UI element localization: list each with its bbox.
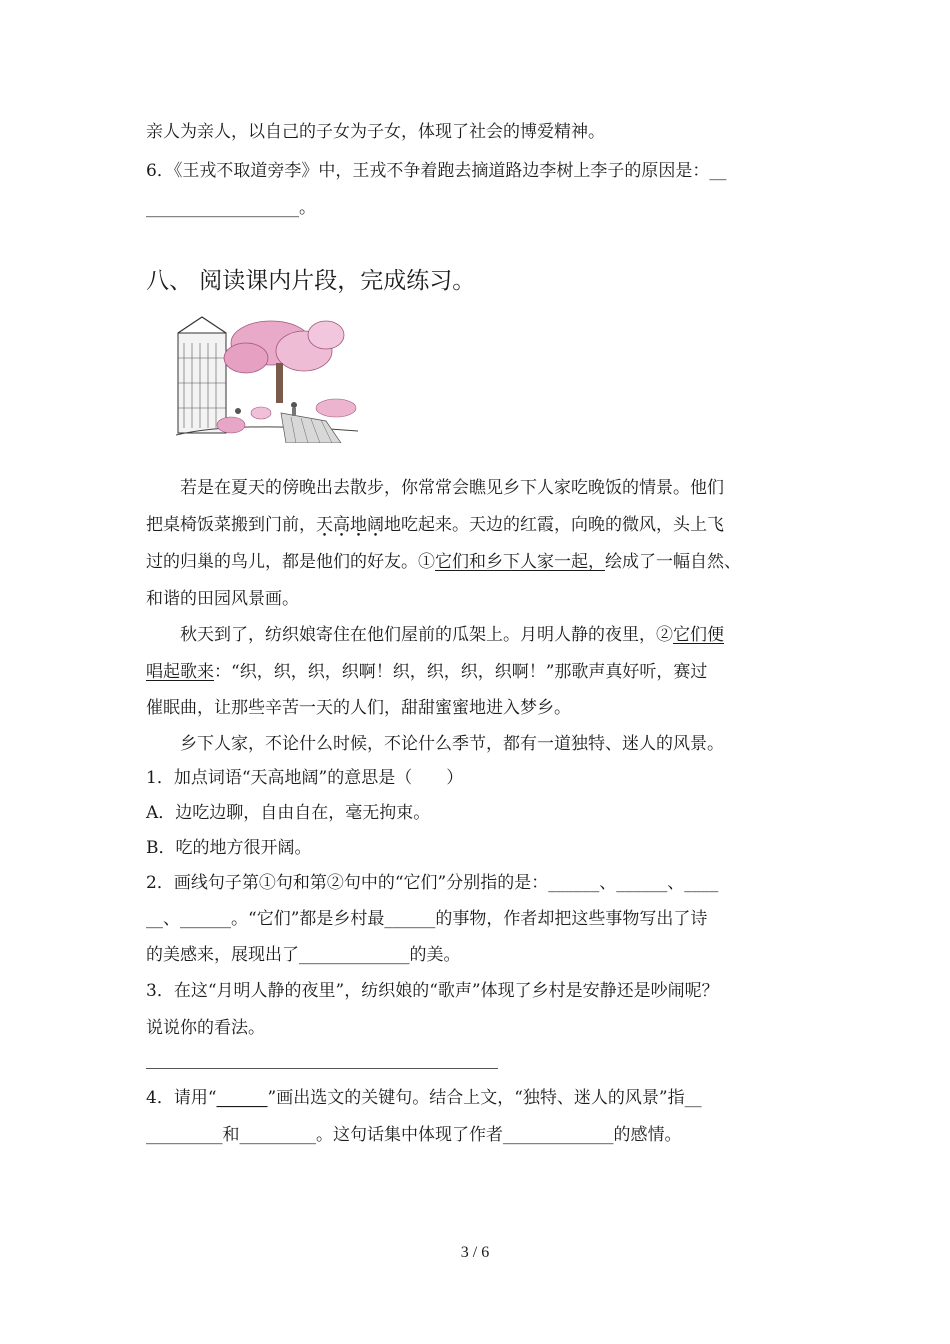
underlined-sentence-1: 它们和乡下人家一起， [435, 552, 605, 572]
question-1: 1．加点词语“天高地阔”的意思是（ ） [146, 768, 464, 788]
village-scene-illustration [176, 313, 358, 443]
underline-sample: ______ [216, 1088, 268, 1108]
dotted-char: 高 [333, 515, 350, 535]
dotted-char: 阔 [367, 515, 384, 535]
question-text: 4．请用“ [146, 1088, 217, 1108]
passage-p1-line-2 [146, 513, 724, 537]
question-6-line-2: __________________。 [146, 198, 316, 218]
passage-text: 过的归巢的鸟儿，都是他们的好友。① [146, 552, 435, 572]
dotted-char: 地 [350, 515, 367, 535]
passage-p1-line-4: 和谐的田园风景画。 [146, 589, 299, 609]
passage-text: 秋天到了，纺织娘寄住在他们屋前的瓜架上。月明人静的夜里，② [180, 625, 673, 645]
section-8-heading: 八、 阅读课内片段，完成练习。 [146, 268, 476, 294]
passage-p2-line-2 [146, 660, 707, 684]
passage-text: 把桌椅饭菜搬到门前， [146, 515, 316, 535]
page-number: 3 / 6 [460, 1244, 490, 1261]
question-2-line-2: __、______。“它们”都是乡村最______的事物，作者却把这些事物写出了诗 [146, 909, 708, 929]
dotted-char: 天 [316, 515, 333, 535]
passage-text: ：“织，织，织，织啊！织，织，织，织啊！”那歌声真好听，赛过 [214, 662, 708, 682]
question-1-option-a: A．边吃边聊，自由自在，毫无拘束。 [146, 803, 431, 823]
answer-line[interactable] [146, 1068, 498, 1069]
passage-p3-line-1: 乡下人家，不论什么时候，不论什么季节，都有一道独特、迷人的风景。 [180, 734, 724, 754]
question-1-option-b: B．吃的地方很开阔。 [146, 838, 312, 858]
question-2-line-3: 的美感来，展现出了_____________的美。 [146, 945, 461, 965]
passage-text: 绘成了一幅自然、 [605, 552, 741, 572]
passage-text: 地吃起来。天边的红霞，向晚的微风，头上飞 [384, 515, 724, 535]
question-6-line-1: 6．《王戎不取道旁李》中，王戎不争着跑去摘道路边李树上李子的原因是：__ [146, 161, 727, 181]
question-4-line-2: _________和_________。这句话集中体现了作者_____________的感情。 [146, 1125, 682, 1145]
question-3-line-2: 说说你的看法。 [146, 1018, 265, 1038]
question-4-line-1 [146, 1086, 702, 1110]
passage-p1-line-1: 若是在夏天的傍晚出去散步，你常常会瞧见乡下人家吃晚饭的情景。他们 [180, 478, 724, 498]
underlined-sentence-2-cont: 唱起歌来 [146, 662, 214, 682]
continued-text-line: 亲人为亲人，以自己的子女为子女，体现了社会的博爱精神。 [146, 122, 605, 142]
passage-p2-line-1 [180, 623, 724, 647]
passage-p1-line-3 [146, 550, 741, 574]
question-3-line-1: 3．在这“月明人静的夜里”，纺织娘的“歌声”体现了乡村是安静还是吵闹呢？ [146, 981, 719, 1001]
question-text: ”画出选文的关键句。结合上文，“独特、迷人的风景”指__ [267, 1088, 702, 1108]
question-2-line-1: 2．画线句子第①句和第②句中的“它们”分别指的是：______、______、____ [146, 873, 719, 893]
passage-p2-line-3: 催眠曲，让那些辛苦一天的人们，甜甜蜜蜜地进入梦乡。 [146, 698, 571, 718]
underlined-sentence-2: 它们便 [673, 625, 724, 645]
